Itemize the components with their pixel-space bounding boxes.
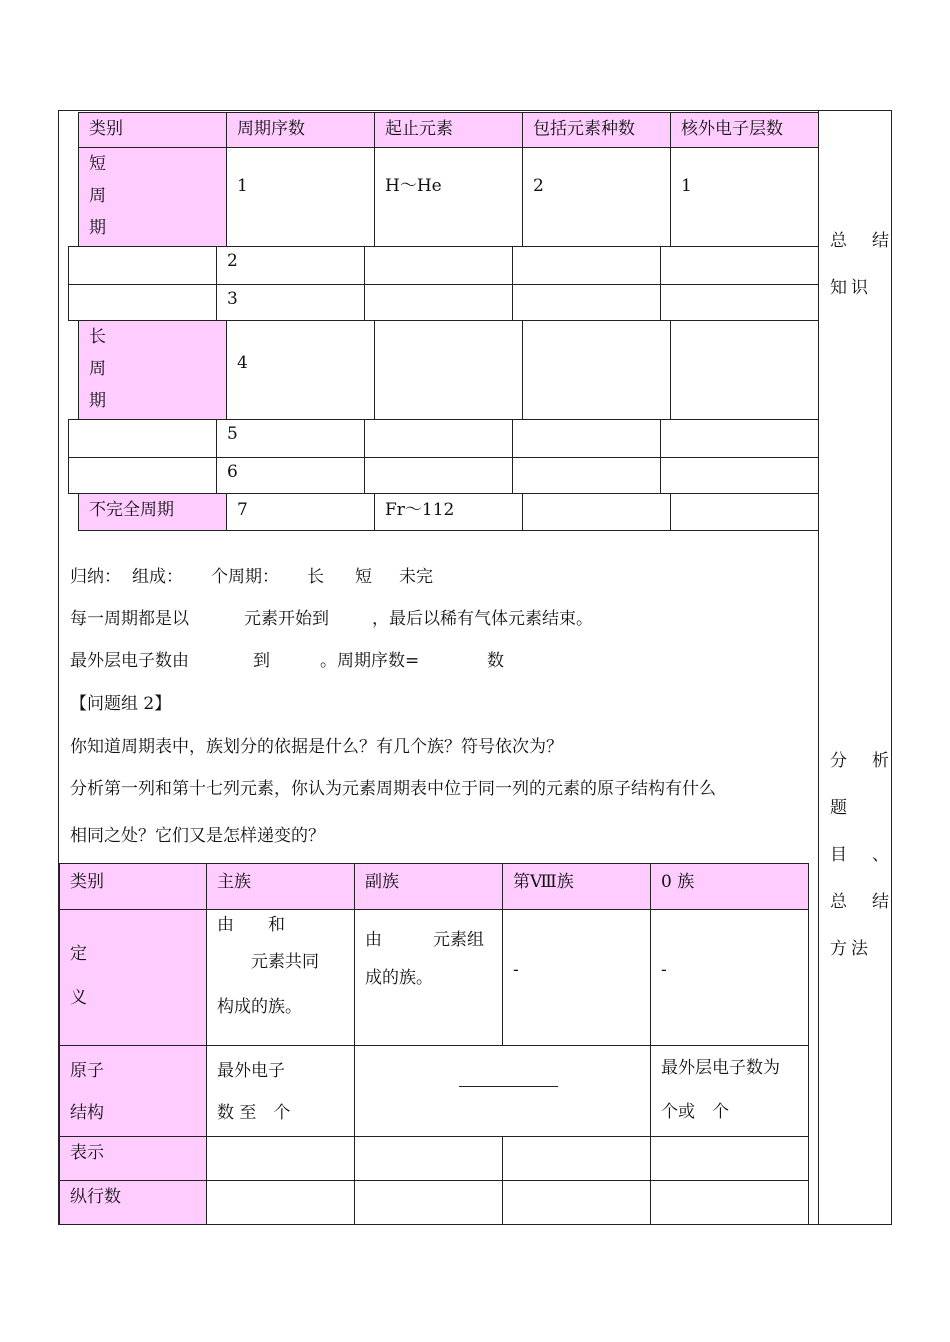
long-period-label: 长 周 期	[78, 320, 227, 420]
row7-layers	[670, 493, 819, 531]
row2-count	[512, 246, 661, 285]
summary-induction: 归纳：	[70, 567, 121, 587]
structure-sub-viii	[354, 1045, 651, 1137]
row2-category	[68, 246, 217, 285]
row5-elements	[364, 419, 513, 458]
summary-number: 数	[487, 651, 504, 671]
row1-layers: 1	[670, 147, 819, 247]
structure-main: 最外电子 数 至 个	[206, 1045, 355, 1137]
period-header-count: 包括元素种数	[522, 112, 671, 148]
summary-long: 长	[307, 567, 324, 587]
period-header-layers: 核外电子层数	[670, 112, 819, 148]
structure-zero: 最外层电子数为 个或 个	[650, 1045, 809, 1137]
question-1: 你知道周期表中，族划分的依据是什么？有几个族？符号依次为？	[70, 737, 563, 757]
row4-layers	[670, 320, 819, 420]
incomplete-period-label: 不完全周期	[78, 493, 227, 531]
summary-incomplete: 未完	[399, 567, 433, 587]
row6-elements	[364, 457, 513, 494]
summary-to: 到	[253, 651, 270, 671]
column-count-zero	[650, 1180, 809, 1225]
period-header-category: 类别	[78, 112, 227, 148]
group-header-viii: 第Ⅷ族	[502, 863, 651, 910]
sidebar-note-analyze-method: 分 析 题 目 、 总 结 方法	[830, 751, 893, 959]
row2-layers	[660, 246, 819, 285]
short-period-label: 短 周 期	[78, 147, 227, 247]
representation-viii	[502, 1136, 651, 1181]
representation-zero	[650, 1136, 809, 1181]
summary-composition: 组成：	[132, 567, 183, 587]
row7-elements: Fr～112	[374, 493, 523, 531]
row4-number: 4	[226, 320, 375, 420]
group-header-sub: 副族	[354, 863, 503, 910]
group-header-zero: 0 族	[650, 863, 809, 910]
structure-blank-line	[459, 1086, 558, 1087]
summary-short: 短	[355, 567, 372, 587]
representation-label: 表示	[59, 1136, 207, 1181]
column-count-label: 纵行数	[59, 1180, 207, 1225]
row7-number: 7	[226, 493, 375, 531]
row6-number: 6	[216, 457, 365, 494]
definition-sub: 由 元素组 成的族。	[354, 909, 503, 1046]
summary-outer-electrons: 最外层电子数由	[70, 651, 189, 671]
frame-top	[58, 110, 892, 111]
summary-period-number: 。周期序数=	[320, 651, 420, 671]
sidebar-note-summarize-knowledge: 总 结 知识	[830, 231, 893, 298]
row5-count	[512, 419, 661, 458]
row6-category	[68, 457, 217, 494]
period-header-elements: 起止元素	[374, 112, 523, 148]
representation-main	[206, 1136, 355, 1181]
row3-elements	[364, 284, 513, 321]
summary-ending: ，最后以稀有气体元素结束。	[372, 609, 593, 629]
row3-number: 3	[216, 284, 365, 321]
row3-count	[512, 284, 661, 321]
row6-count	[512, 457, 661, 494]
definition-zero: -	[650, 909, 809, 1046]
row1-number: 1	[226, 147, 375, 247]
definition-main: 由 和 元素共同 构成的族。	[206, 909, 355, 1046]
question-2-line-1: 分析第一列和第十七列元素，你认为元素周期表中位于同一列的元素的原子结构有什么	[70, 779, 716, 799]
row2-elements	[364, 246, 513, 285]
row6-layers	[660, 457, 819, 494]
summary-periods: 个周期：	[211, 567, 279, 587]
question-group-title: 【问题组 2】	[70, 694, 172, 714]
row1-elements: H～He	[374, 147, 523, 247]
group-header-main: 主族	[206, 863, 355, 910]
row4-elements	[374, 320, 523, 420]
representation-sub	[354, 1136, 503, 1181]
period-header-number: 周期序数	[226, 112, 375, 148]
row2-number: 2	[216, 246, 365, 285]
row4-count	[522, 320, 671, 420]
column-count-viii	[502, 1180, 651, 1225]
group-header-category: 类别	[59, 863, 207, 910]
row3-category	[68, 284, 217, 321]
structure-label: 原子 结构	[59, 1045, 207, 1137]
definition-viii: -	[502, 909, 651, 1046]
row3-layers	[660, 284, 819, 321]
question-2-line-2: 相同之处？它们又是怎样递变的？	[70, 826, 325, 846]
summary-element-start: 元素开始到	[244, 609, 329, 629]
summary-each-period: 每一周期都是以	[70, 609, 189, 629]
row5-layers	[660, 419, 819, 458]
row1-count: 2	[522, 147, 671, 247]
definition-label: 定 义	[59, 909, 207, 1046]
row7-count	[522, 493, 671, 531]
row5-number: 5	[216, 419, 365, 458]
column-count-main	[206, 1180, 355, 1225]
row5-category	[68, 419, 217, 458]
column-count-sub	[354, 1180, 503, 1225]
